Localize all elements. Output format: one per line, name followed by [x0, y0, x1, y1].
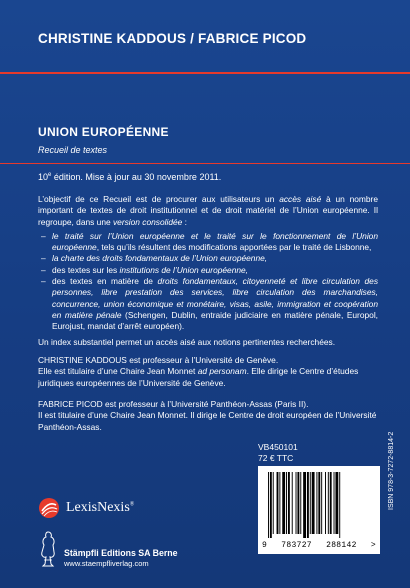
barcode-bar	[318, 472, 320, 534]
barcode-bar	[297, 472, 299, 534]
book-subtitle: Recueil de textes	[38, 145, 108, 155]
barcode-bars	[266, 472, 372, 540]
barcode-bar	[282, 472, 285, 534]
barcode-bar	[321, 472, 322, 534]
edition-superscript: e	[48, 172, 52, 178]
barcode-bar	[339, 472, 340, 538]
barcode-bar	[310, 472, 311, 534]
lexisnexis-logo: LexisNexis®	[38, 497, 134, 519]
barcode-bar	[273, 472, 274, 534]
list-item: – la charte des droits fondamentaux de l’Union européenne,	[38, 253, 378, 264]
bio-kaddous: CHRISTINE KADDOUS est professeur à l’Université de Genève. Elle est titulaire d’une Chaire Jean Monnet ad personam. Elle dirige le Centre d’études juridiques européennes de l’Université de Genève.	[38, 355, 359, 388]
barcode-bar	[328, 472, 329, 534]
barcode-bar	[286, 472, 287, 534]
staempfli-name: Stämpfli Editions SA Berne	[64, 548, 178, 558]
list-item: – des textes sur les institutions de l’Union européenne,	[38, 265, 378, 276]
barcode-bar	[270, 472, 272, 538]
barcode-bar	[316, 472, 317, 534]
barcode	[258, 466, 380, 554]
barcode-bar	[303, 472, 306, 538]
lexisnexis-emblem-icon	[38, 497, 60, 519]
bio-picod: FABRICE PICOD est professeur à l’Université Panthéon-Assas (Paris II). Il est titulaire d’une Chaire Jean Monnet. Il dirige le Centre de droit européen de l’Université Panthéon-Assas.	[38, 399, 377, 432]
red-divider-middle	[0, 163, 410, 164]
book-title: UNION EUROPÉENNE	[38, 125, 169, 139]
barcode-bar	[335, 472, 338, 534]
staempfli-logo	[38, 530, 178, 568]
product-price: 72 € TTC	[258, 453, 294, 463]
bear-emblem-icon	[38, 530, 58, 568]
barcode-bar	[312, 472, 315, 534]
barcode-bar	[292, 472, 293, 534]
index-note: Un index substantiel permet un accès aisé aux notions pertinentes recherchées.	[38, 337, 336, 347]
edition-number: 10	[38, 172, 49, 182]
barcode-bar	[334, 472, 335, 534]
barcode-bar	[296, 472, 297, 534]
barcode-bar	[330, 472, 332, 534]
barcode-bar	[300, 472, 301, 534]
product-reference	[258, 442, 298, 464]
staempfli-url: www.staempfliverlag.com	[64, 559, 149, 568]
barcode-bar	[268, 472, 269, 538]
edition-line	[38, 172, 221, 182]
description-intro: L’objectif de ce Recueil est de procurer aux utilisateurs un accès aisé à un nombre important de textes de droit institutionnel et de droit matériel de l’Union européenne. Il regroupe, dans une version consolidée :	[38, 194, 378, 227]
red-divider-top	[0, 72, 410, 74]
barcode-bar	[288, 472, 290, 534]
list-item: – des textes en matière de droits fondamentaux, citoyenneté et libre circulation des personnes, libre prestation des services, libre circulation des marchandises, concurrence, union économique et monétaire, visas, asile, immigration et coopération en matière pénale (Schengen, Dublin, entraide judiciaire en matière pénale, Europol, Eurojust, mandat d’arrêt européen).	[38, 276, 378, 332]
barcode-bar	[307, 472, 309, 538]
edition-text: édition. Mise à jour au 30 novembre 2011.	[51, 172, 222, 182]
barcode-bar	[277, 472, 279, 534]
barcode-digits: 9 783727 288142 >	[262, 541, 376, 550]
product-code: VB450101	[258, 442, 298, 452]
authors-heading: CHRISTINE KADDOUS / FABRICE PICOD	[38, 31, 307, 46]
isbn-number: ISBN 978-3-7272-8814-2	[388, 431, 395, 510]
list-item: – le traité sur l’Union européenne et le traité sur le fonctionnement de l’Union européenne, tels qu’ils résultent des modifications apportées par le traité de Lisbonne,	[38, 231, 378, 254]
barcode-bar	[279, 472, 280, 534]
contents-list	[38, 231, 378, 333]
barcode-bar	[325, 472, 326, 534]
description-block	[38, 194, 378, 333]
